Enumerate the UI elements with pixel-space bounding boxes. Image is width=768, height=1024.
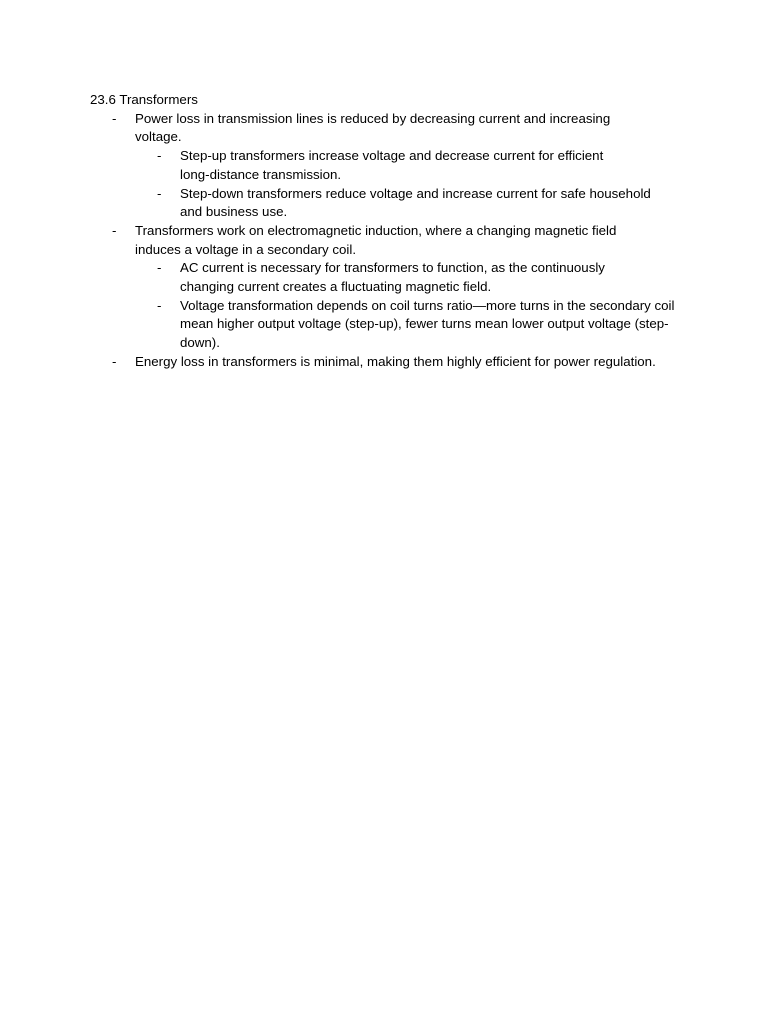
bullet-marker: - [157, 297, 162, 313]
sub-list-item-text: Step-down transformers reduce voltage and increase current for safe household and business use. [180, 185, 651, 220]
sub-list-item-text: Step-up transformers increase voltage and decrease current for efficient long-distance transmission. [180, 148, 604, 182]
sub-list-item-text: Voltage transformation depends on coil turns ratio—more turns in the secondary coil mean higher output voltage (step-up), fewer turns mean lower output voltage (step-down). [180, 297, 675, 351]
bullet-marker: - [157, 260, 162, 276]
bullet-marker: - [112, 353, 117, 369]
bullet-marker: - [112, 222, 117, 238]
sub-list-item [135, 147, 628, 184]
sub-list-item [135, 185, 672, 222]
notes-body [90, 91, 690, 372]
list-item [90, 353, 695, 372]
list-item [90, 222, 675, 353]
sub-bullet-list [135, 259, 675, 353]
bullet-marker: - [112, 110, 117, 126]
bullet-marker: - [157, 148, 162, 164]
bullet-marker: - [157, 185, 162, 201]
sub-list-item-text: AC current is necessary for transformers to function, as the continuously changing current creates a fluctuating magnetic field. [180, 260, 605, 295]
list-item [90, 110, 651, 222]
list-item-text: Energy loss in transformers is minimal, making them highly efficient for power regulation. [135, 353, 656, 369]
sub-list-item [135, 297, 675, 353]
list-item-text: Power loss in transmission lines is reduced by decreasing current and increasing voltage. [135, 110, 611, 145]
bullet-list [90, 110, 690, 372]
section-heading: 23.6 Transformers [90, 92, 198, 107]
sub-list-item [135, 259, 628, 296]
sub-bullet-list [135, 147, 651, 222]
list-item-text: Transformers work on electromagnetic induction, where a changing magnetic field induces a voltage in a secondary coil. [135, 222, 617, 257]
